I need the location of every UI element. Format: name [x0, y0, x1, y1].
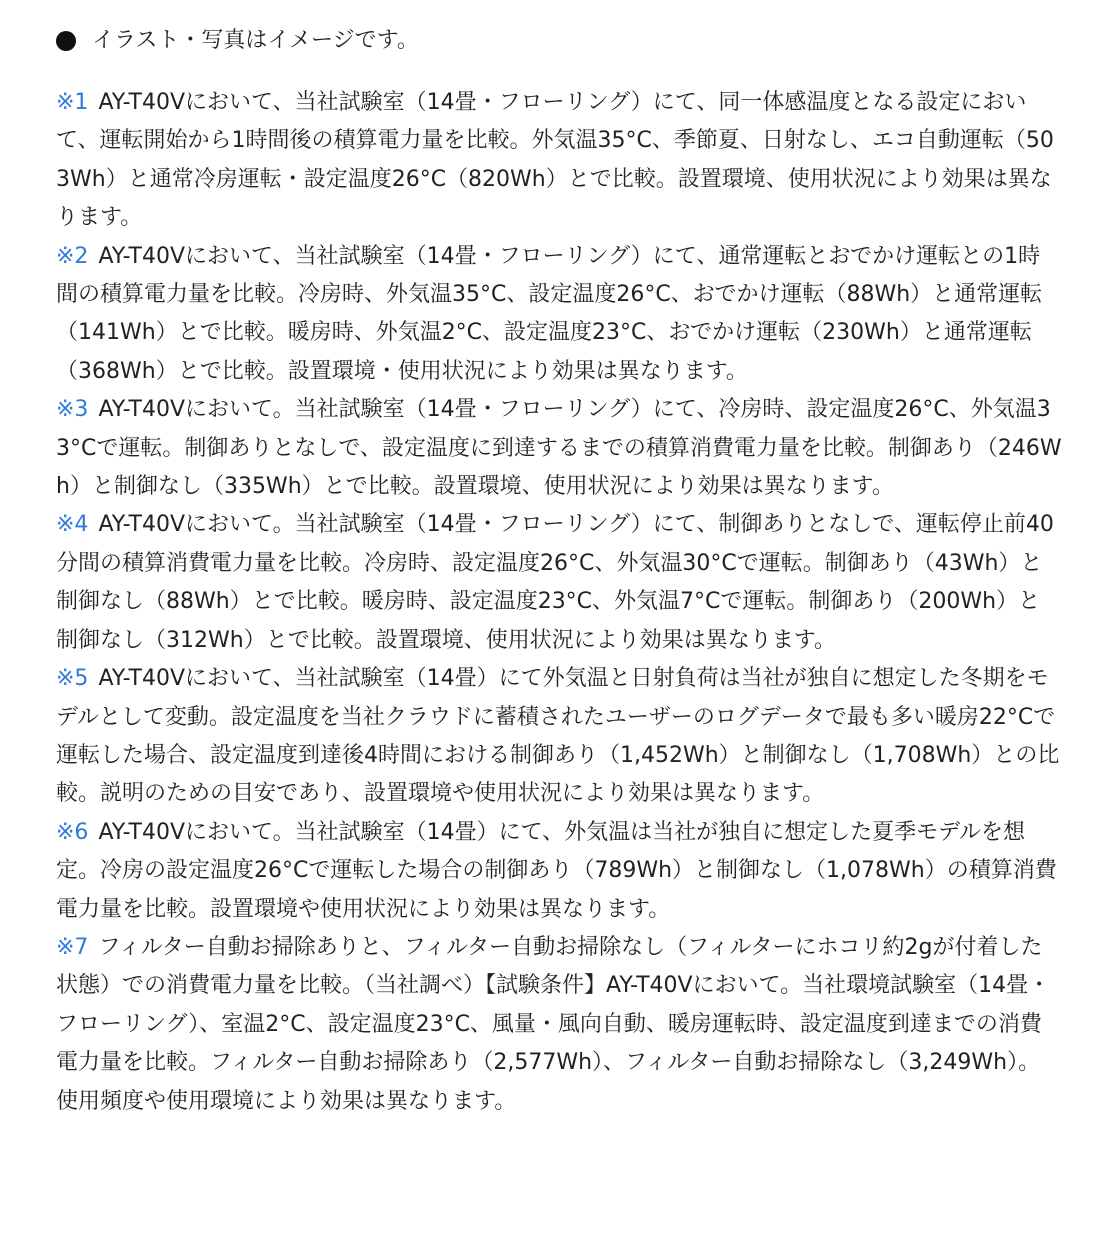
footnote-item — [56, 929, 1062, 1121]
image-disclaimer-text: イラスト・写真はイメージです。 — [92, 28, 419, 53]
footnote-text: AY-T40Vにおいて、当社試験室（14畳・フローリング）にて、通常運転とおでかけ運転との1時間の積算電力量を比較。冷房時、外気温35°C、設定温度26°C、おでかけ運転（88Wh）と通常運転（141Wh）とで比較。暖房時、外気温2°C、設定温度23°C、おでかけ運転（230Wh）と通常運転（368Wh）とで比較。設置環境・使用状況により効果は異なります。 — [56, 243, 1043, 384]
footnote-text: AY-T40Vにおいて、当社試験室（14畳）にて外気温と日射負荷は当社が独自に想定した冬期をモデルとして変動。設定温度を当社クラウドに蓄積されたユーザーのログデータで最も多い暖房22°Cで運転した場合、設定温度到達後4時間における制御あり（1,452Wh）と制御なし（1,708Wh）との比較。説明のための目安であり、設置環境や使用状況により効果は異なります。 — [56, 666, 1060, 807]
footnote-item — [56, 84, 1062, 238]
footnote-text: AY-T40Vにおいて。当社試験室（14畳）にて、外気温は当社が独自に想定した夏季モデルを想定。冷房の設定温度26°Cで運転した場合の制御あり（789Wh）と制御なし（1,078Wh）の積算消費電力量を比較。設置環境や使用状況により効果は異なります。 — [56, 819, 1057, 922]
footnote-text: AY-T40Vにおいて。当社試験室（14畳・フローリング）にて、制御ありとなしで、運転停止前40分間の積算消費電力量を比較。冷房時、設定温度26°C、外気温30°Cで運転。制御あり（43Wh）と制御なし（88Wh）とで比較。暖房時、設定温度23°C、外気温7°Cで運転。制御あり（200Wh）と制御なし（312Wh）とで比較。設置環境、使用状況により効果は異なります。 — [56, 512, 1054, 653]
footnote-marker: ※6 — [56, 819, 89, 845]
footnote-text: フィルター自動お掃除ありと、フィルター自動お掃除なし（フィルターにホコリ約2gが付着した状態）での消費電力量を比較。（当社調べ）【試験条件】AY-T40Vにおいて。当社環境試験室（14畳・フローリング）、室温2°C、設定温度23°C、風量・風向自動、暖房運転時、設定温度到達までの消費電力量を比較。フィルター自動お掃除あり（2,577Wh）、フィルター自動お掃除なし（3,249Wh）。使用頻度や使用環境により効果は異なります。 — [56, 934, 1051, 1114]
image-disclaimer — [56, 22, 1062, 60]
footnote-text: AY-T40Vにおいて。当社試験室（14畳・フローリング）にて、冷房時、設定温度26°C、外気温33°Cで運転。制御ありとなしで、設定温度に到達するまでの積算消費電力量を比較。制御あり（246Wh）と制御なし（335Wh）とで比較。設置環境、使用状況により効果は異なります。 — [56, 397, 1062, 500]
footnote-marker: ※2 — [56, 243, 89, 269]
footnote-marker: ※3 — [56, 397, 89, 423]
footnote-item — [56, 238, 1062, 392]
footnote-item — [56, 814, 1062, 929]
footnote-item — [56, 506, 1062, 660]
footnote-item — [56, 391, 1062, 506]
footnote-marker: ※7 — [56, 934, 89, 960]
footnote-marker: ※5 — [56, 666, 89, 692]
footnote-item — [56, 660, 1062, 814]
footnote-marker: ※4 — [56, 512, 89, 538]
footnote-list — [56, 84, 1062, 1121]
footnote-marker: ※1 — [56, 90, 89, 115]
bullet-icon — [56, 31, 76, 51]
footnote-text: AY-T40Vにおいて、当社試験室（14畳・フローリング）にて、同一体感温度となる設定において、運転開始から1時間後の積算電力量を比較。外気温35°C、季節夏、日射なし、エコ自動運転（503Wh）と通常冷房運転・設定温度26°C（820Wh）とで比較。設置環境、使用状況により効果は異なります。 — [56, 90, 1054, 231]
